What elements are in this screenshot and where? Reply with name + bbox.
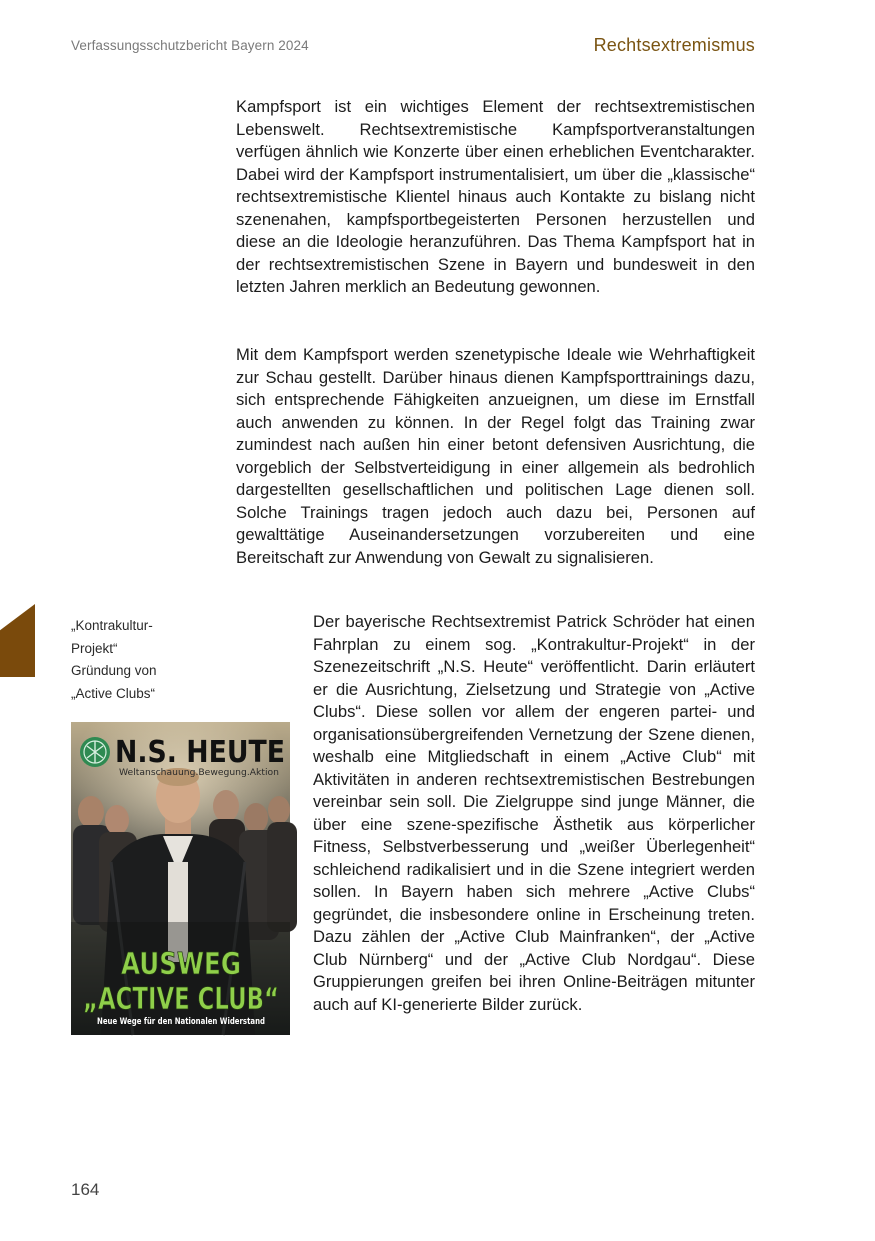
margin-note-line: Projekt“	[71, 640, 118, 656]
paragraph-kampfsport-ideals: Mit dem Kampfsport werden szenetypische Ideale wie Wehrhaftigkeit zur Schau gestellt. Darüber hinaus dienen Kampfsporttrainings dazu, sich entsprechende Fähigkeiten anzueignen, um diese im Ernstfall auch anwenden zu können. In der Regel folgt das Training zwar zumindest nach außen hin einer betont defensiven Ausrichtung, die vorgeblich der Selbstverteidigung in einer allgemein als bedrohlich dargestellten gesellschaftlichen und politischen Lage dienen soll. Solche Trainings tragen jedoch auch dazu bei, Personen auf gewalttätige Auseinandersetzungen vorzubereiten und eine Bereitschaft zur Anwendung von Gewalt zu signalisieren.	[236, 345, 755, 567]
page-number: 164	[71, 1180, 100, 1199]
margin-note-line: Gründung von	[71, 663, 157, 678]
cover-masthead: N.S. HEUTE	[115, 735, 285, 770]
cover-subline: Neue Wege für den Nationalen Widerstand	[97, 1017, 265, 1027]
margin-note-line: „Active Clubs“	[71, 685, 156, 701]
logo-emblem	[80, 737, 110, 767]
cover-tagline: Weltanschauung.Bewegung.Aktion	[119, 768, 279, 778]
cover-headline-line2: „ACTIVE CLUB“	[83, 982, 279, 1017]
magazine-cover-image	[71, 722, 290, 1035]
cover-headline-line1: AUSWEG	[121, 947, 241, 982]
section-marker-tab	[0, 604, 35, 677]
running-header-section: Rechtsextremismus	[593, 35, 755, 55]
paragraph-kampfsport-intro: Kampfsport ist ein wichtiges Element der rechtsextremistischen Lebenswelt. Rechtsextremistische Kampfsportveranstaltungen verfügen ähnlich wie Konzerte über einen erheblichen Eventcharakter. Dabei wird der Kampfsport instrumentalisiert, um über die „klassische“ rechtsextremistische Klientel hinaus auch Kontakte zu bislang nicht szenenahen, kampfsportbegeisterten Personen herzustellen und diese an die Ideologie heranzuführen. Das Thema Kampfsport hat in der rechtsextremistischen Szene in Bayern und bundesweit in den letzten Jahren merklich an Bedeutung gewonnen.	[236, 97, 755, 296]
running-header-publication: Verfassungsschutzbericht Bayern 2024	[71, 38, 309, 53]
margin-note	[71, 615, 191, 705]
paragraph-active-clubs	[236, 611, 755, 1127]
paragraph-active-clubs-text: Der bayerische Rechtsextremist Patrick Schröder hat einen Fahrplan zu einem sog. „Kontrakultur-Projekt“ in der Szenezeitschrift „N.S. Heute“ veröffentlicht. Darin erläutert er die Ausrichtung, Zielsetzung und Strategie von „Active Clubs“. Diese sollen vor allem der engeren partei- und organisationsübergreifenden Vernetzung der Szene dienen, weshalb eine Mitgliedschaft in einem „Active Club“ mit Aktivitäten in anderen rechtsextremistischen Bestrebungen vereinbar sein soll. Die Zielgruppe sind junge Männer, die über eine szene-spezifische Ästhetik aus körperlicher Fitness, Selbstverbesserung und „weißer Überlegenheit“ schleichend radikalisiert und in die Szene integriert werden sollen. In Bayern haben sich mehrere „Active Clubs“ gegründet, die insbesondere online in Erscheinung treten. Dazu zählen der „Active Club Mainfranken“, der „Active Club Nürnberg“ und der „Active Club Nordgau“. Diese Gruppierungen greifen bei ihren Online-Beiträgen mitunter auch auf KI-generierte Bilder zurück.	[313, 612, 755, 1014]
margin-note-line: „Kontrakultur-	[71, 618, 153, 633]
